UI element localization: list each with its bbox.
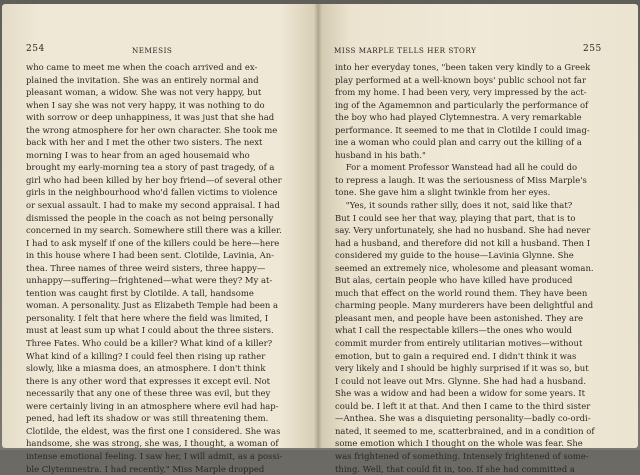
text-line: girls in the neighbourhood who'd fallen victims to violence [26,186,282,199]
text-line: pened, had left its shadow or was still threatening them. [26,412,282,425]
left-running-head: NEMESIS [132,46,172,55]
text-line: charming people. Many murderers have been delightful and [335,299,594,312]
text-line: plained the invitation. She was an entirely normal and [26,74,282,87]
right-page-number: 255 [583,44,602,54]
text-line: slowly, like a miasma does, an atmosphere. I don't think [26,362,282,375]
text-line: pleasant woman, a widow. She was not very happy, but [26,86,282,99]
text-line: had a husband, and therefore did not kill a husband. Then I [335,237,594,250]
text-line: in this house where I had been sent. Clotilde, Lavinia, An- [26,249,282,262]
right-page [318,4,638,448]
text-line: I had to ask myself if one of the killers could be here—here [26,237,282,250]
text-line: considered my guide to the house—Lavinia Glynne. She [335,249,594,262]
text-line: morning I was to hear from an aged housemaid who [26,149,282,162]
text-line: tone. She gave him a slight twinkle from her eyes. [335,186,594,199]
text-line: back with her and I met the other two sisters. The next [26,136,282,149]
text-line: the wrong atmosphere for her own character. She took me [26,124,282,137]
right-body-text [335,61,594,475]
text-line: necessarily that any one of these three was evil, but they [26,387,282,400]
text-line: She was a widow and had been a widow for some years. It [335,387,594,400]
text-line: with sorrow or deep unhappiness, it was just that she had [26,111,282,124]
text-line: Clotilde, the eldest, was the first one I considered. She was [26,425,282,438]
text-line: into her everyday tones, "been taken very kindly to a Greek [335,61,594,74]
text-line: performance. It seemed to me that in Clotilde I could imag- [335,124,594,137]
book-gutter [314,4,322,448]
text-line: was frightened of something. Intensely frightened of some- [335,450,594,463]
text-line: ble Clytemnestra. I had recently," Miss Marple dropped [26,463,282,475]
text-line: from my home. I had been very, very impressed by the act- [335,86,594,99]
text-line: pleasant men, and people have been astonished. They are [335,312,594,325]
text-line: girl who had been killed by her boy friend—of several other [26,174,282,187]
text-line: For a moment Professor Wanstead had all he could do [335,161,594,174]
left-page-number: 254 [26,44,45,54]
text-line: concerned in my search. Somewhere still there was a killer. [26,224,282,237]
text-line: play performed at a well-known boys' public school not far [335,74,594,87]
right-running-head: MISS MARPLE TELLS HER STORY [334,46,476,55]
text-line: seemed an extremely nice, wholesome and pleasant woman. [335,262,594,275]
left-body-text [26,61,282,475]
text-line: What kind of a killing? I could feel then rising up rather [26,350,282,363]
text-line: Three Fates. Who could be a killer? What kind of a killer? [26,337,282,350]
text-line: nated, it seemed to me, scatterbrained, and in a condition of [335,425,594,438]
text-line: intense emotional feeling. I saw her, I will admit, as a possi- [26,450,282,463]
text-line: commit murder from entirely utilitarian motives—without [335,337,594,350]
text-line: some emotion which I thought on the whole was fear. She [335,437,594,450]
text-line: or sexual assault. I had to make my second appraisal. I had [26,199,282,212]
text-line: much that effect on the world round them. They have been [335,287,594,300]
text-line: But alas, certain people who have killed have produced [335,274,594,287]
text-line: I could not leave out Mrs. Glynne. She had had a husband. [335,375,594,388]
text-line: were certainly living in an atmosphere where evil had hap- [26,400,282,413]
text-line: —Anthea. She was a disquieting personality—badly co-ordi- [335,412,594,425]
text-line: But I could see her that way, playing that part, that is to [335,212,594,225]
text-line: "Yes, it sounds rather silly, does it not, said like that? [335,199,594,212]
text-line: dismissed the people in the coach as not being personally [26,212,282,225]
text-line: personality. I felt that here where the field was limited, I [26,312,282,325]
text-line: ing of the Agamemnon and particularly the performance of [335,99,594,112]
text-line: husband in his bath." [335,149,594,162]
text-line: brought my early-morning tea a story of past tragedy, of a [26,161,282,174]
text-line: unhappy—suffering—frightened—what were they? My at- [26,274,282,287]
text-line: woman. A personality. Just as Elizabeth Temple had been a [26,299,282,312]
text-line: ine a woman who could plan and carry out the killing of a [335,136,594,149]
text-line: say. Very unfortunately, she had no husband. She had never [335,224,594,237]
text-line: must at least sum up what I could about the three sisters. [26,324,282,337]
left-page [2,4,318,448]
text-line: thea. Three names of three weird sisters, three happy— [26,262,282,275]
text-line: what I call the respectable killers—the ones who would [335,324,594,337]
text-line: there is any other word that expresses it except evil. Not [26,375,282,388]
text-line: thing. Well, that could fit in, too. If she had committed a [335,463,594,475]
text-line: who came to meet me when the coach arrived and ex- [26,61,282,74]
text-line: tention was caught first by Clotilde. A tall, handsome [26,287,282,300]
text-line: the boy who had played Clytemnestra. A very remarkable [335,111,594,124]
text-line: handsome, she was strong, she was, I thought, a woman of [26,437,282,450]
text-line: very likely and I should be highly surprised if it was so, but [335,362,594,375]
text-line: to repress a laugh. It was the seriousness of Miss Marple's [335,174,594,187]
text-line: emotion, but to gain a required end. I didn't think it was [335,350,594,363]
text-line: when I say she was not very happy, it was nothing to do [26,99,282,112]
text-line: could be. I left it at that. And then I came to the third sister [335,400,594,413]
